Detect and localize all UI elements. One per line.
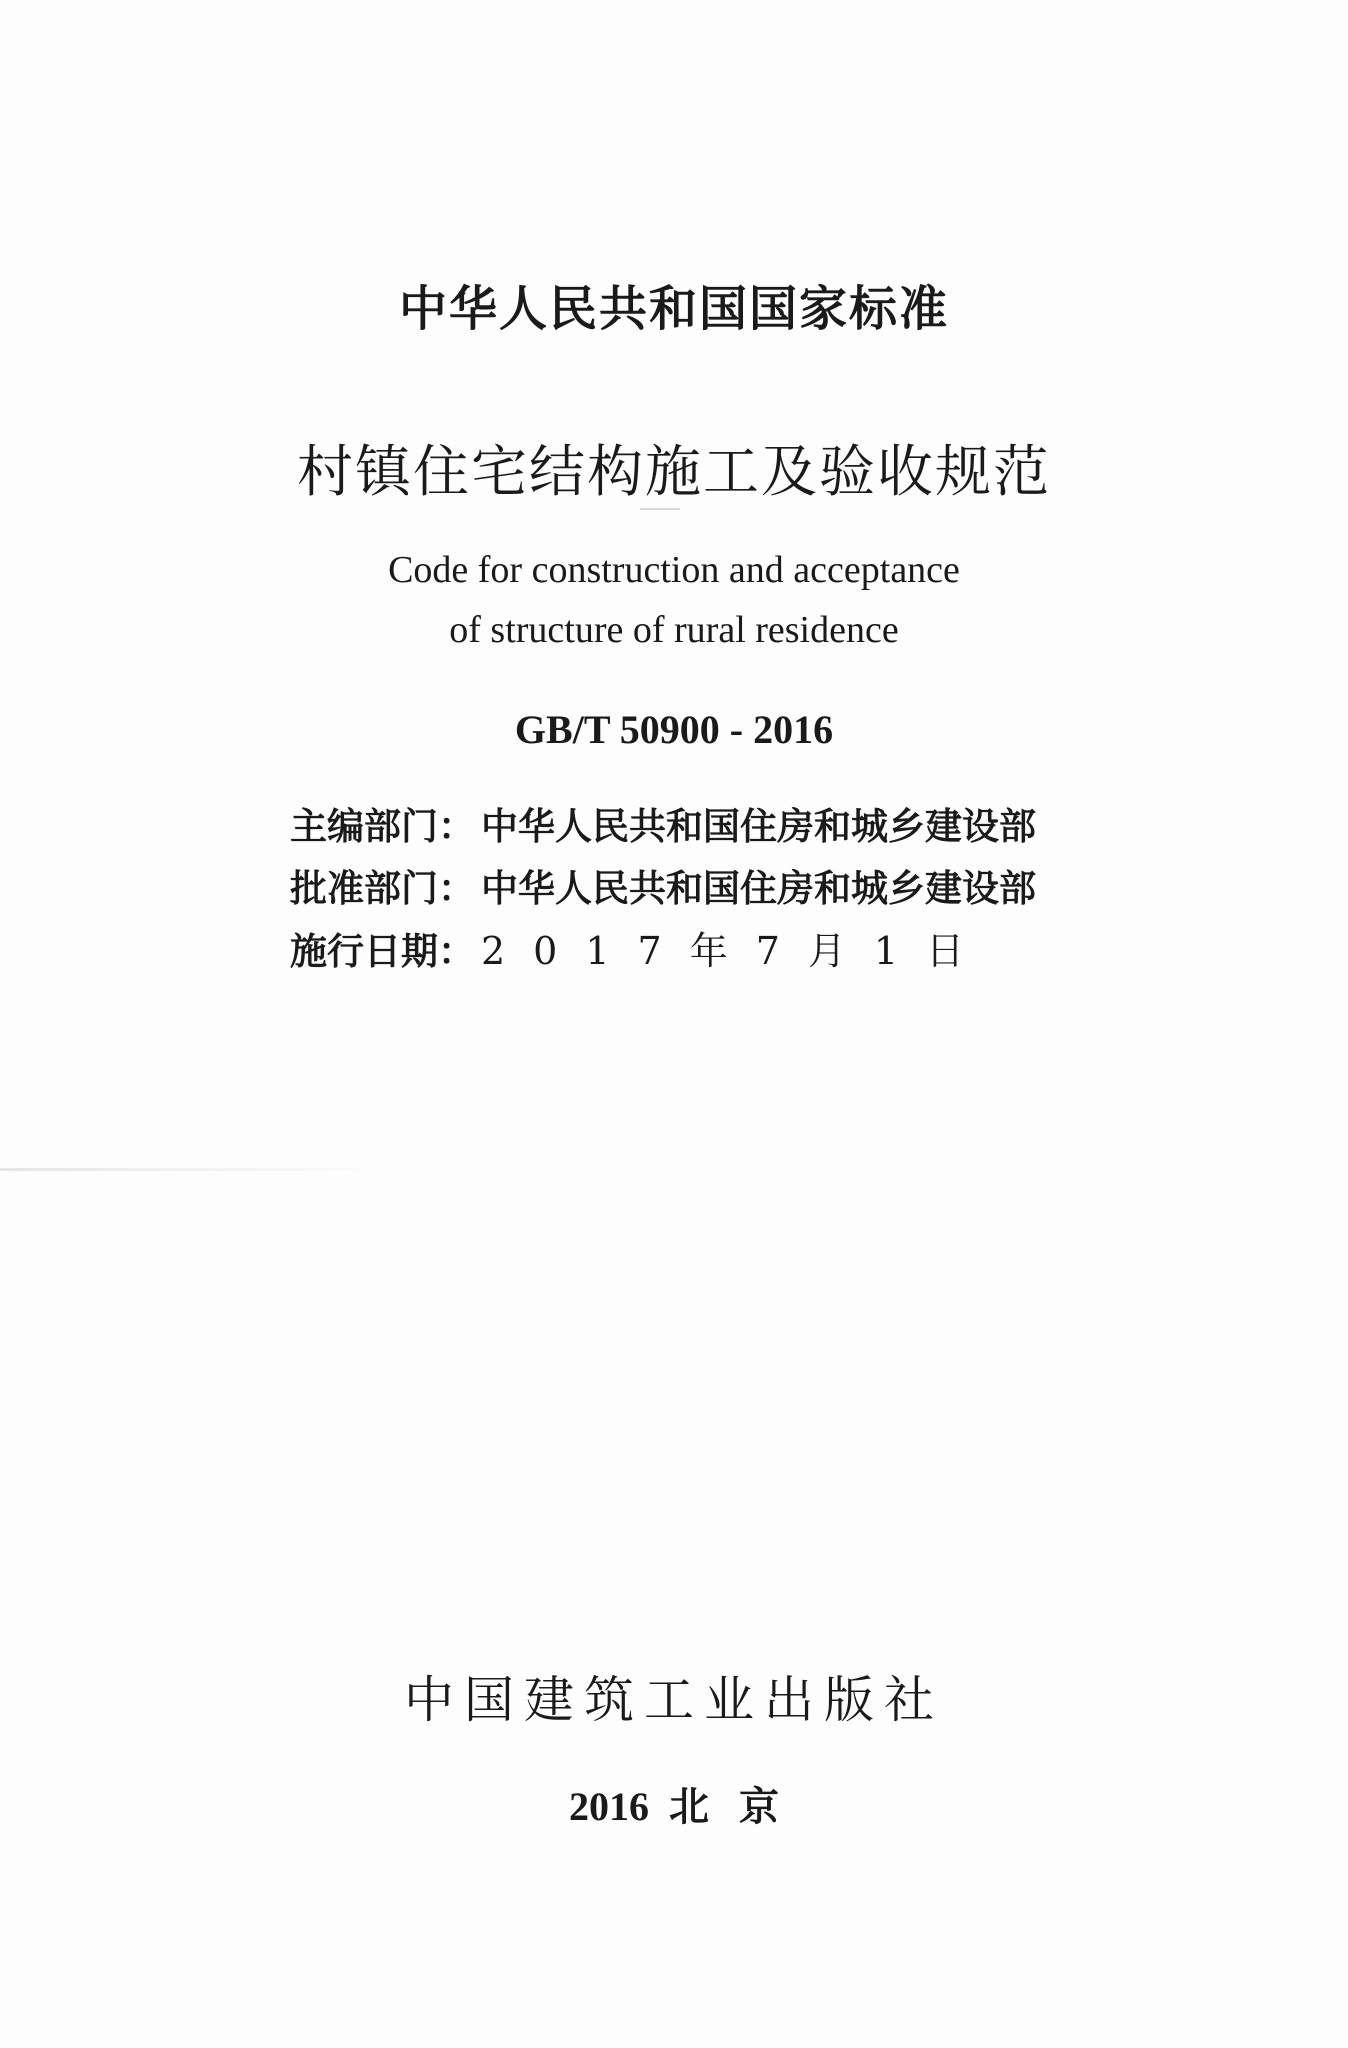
publisher-name: 中国建筑工业出版社 bbox=[404, 1671, 944, 1729]
chinese-title: 村镇住宅结构施工及验收规范 bbox=[297, 440, 1051, 505]
info-label-editor: 主编部门 bbox=[290, 805, 438, 848]
info-row-effective-date bbox=[290, 920, 1110, 982]
english-title-line-1: Code for construction and acceptance bbox=[388, 549, 960, 591]
english-title-line-2: of structure of rural residence bbox=[449, 609, 899, 651]
title-divider bbox=[640, 508, 680, 510]
info-label-approver: 批准部门 bbox=[290, 867, 438, 910]
info-label-effective-date: 施行日期 bbox=[290, 930, 438, 973]
info-value-effective-date: 2017年7月1日 bbox=[481, 929, 993, 973]
standard-title: 中华人民共和国国家标准 bbox=[398, 281, 949, 337]
publication-city: 北 京 bbox=[669, 1784, 779, 1829]
scan-artifact-line bbox=[0, 1168, 360, 1171]
info-colon: ： bbox=[438, 930, 475, 973]
info-value-editor: 中华人民共和国住房和城乡建设部 bbox=[481, 805, 1036, 848]
info-row-editor bbox=[290, 796, 1110, 858]
standard-code: GB/T 50900 - 2016 bbox=[514, 707, 834, 752]
info-row-approver bbox=[290, 858, 1110, 920]
publication-year-city bbox=[0, 1775, 1348, 1832]
info-colon: ： bbox=[438, 867, 475, 910]
publication-info bbox=[290, 796, 1110, 982]
publication-year: 2016 bbox=[569, 1784, 649, 1829]
info-colon: ： bbox=[438, 805, 475, 848]
info-value-approver: 中华人民共和国住房和城乡建设部 bbox=[481, 867, 1036, 910]
